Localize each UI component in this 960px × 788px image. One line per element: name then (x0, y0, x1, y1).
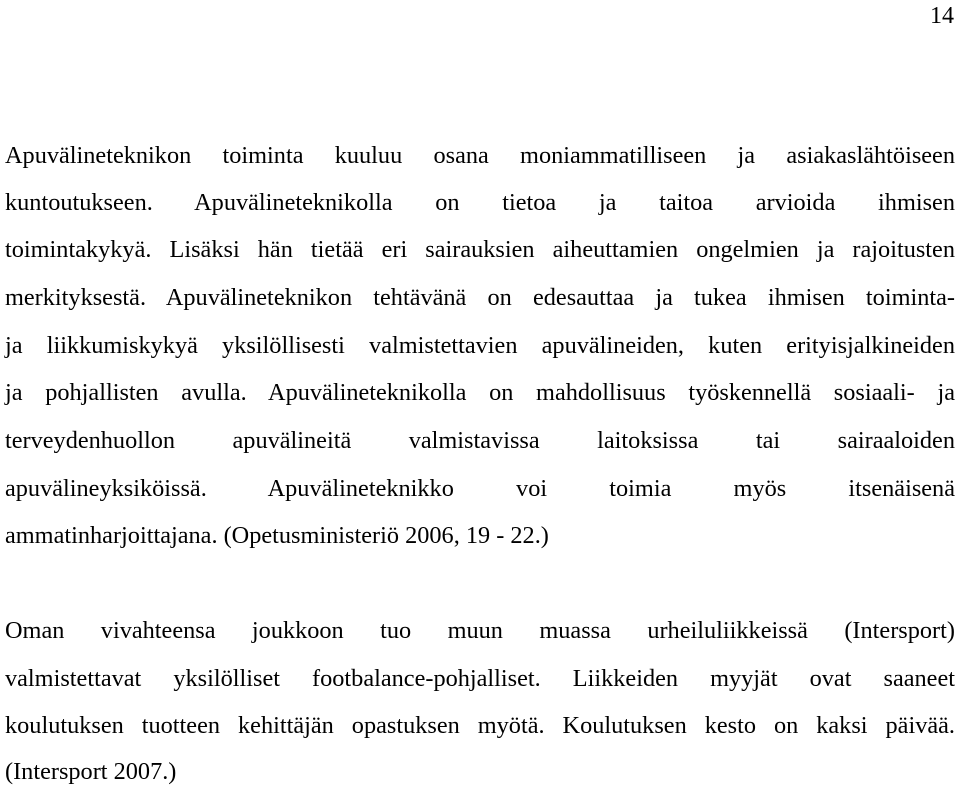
paragraph-line: terveydenhuollon apuvälineitä valmistavissa laitoksissa tai sairaaloiden (5, 427, 955, 454)
paragraph-line: apuvälineyksiköissä. Apuvälineteknikko voi toimia myös itsenäisenä (5, 475, 955, 502)
paragraph-line: (Intersport 2007.) (5, 758, 177, 785)
paragraph-line: kuntoutukseen. Apuvälineteknikolla on tietoa ja taitoa arvioida ihmisen (5, 189, 955, 216)
paragraph-line: toimintakykyä. Lisäksi hän tietää eri sairauksien aiheuttamien ongelmien ja rajoitusten (5, 236, 955, 263)
paragraph-line: ja pohjallisten avulla. Apuvälineteknikolla on mahdollisuus työskennellä sosiaali- ja (5, 379, 955, 406)
page-number: 14 (930, 3, 954, 29)
paragraph-line: Oman vivahteensa joukkoon tuo muun muassa urheiluliikkeissä (Intersport) (5, 617, 955, 644)
paragraph-line: ja liikkumiskykyä yksilöllisesti valmistettavien apuvälineiden, kuten erityisjalkineiden (5, 332, 955, 359)
paragraph-line: merkityksestä. Apuvälineteknikon tehtävänä on edesauttaa ja tukea ihmisen toiminta- (5, 284, 955, 311)
paragraph-line: Apuvälineteknikon toiminta kuuluu osana moniammatilliseen ja asiakaslähtöiseen (5, 142, 955, 169)
paragraph-line: ammatinharjoittajana. (Opetusministeriö 2006, 19 - 22.) (5, 522, 549, 549)
paragraph-line: koulutuksen tuotteen kehittäjän opastuksen myötä. Koulutuksen kesto on kaksi päivää. (5, 712, 955, 739)
paragraph-line: valmistettavat yksilölliset footbalance-pohjalliset. Liikkeiden myyjät ovat saaneet (5, 665, 955, 692)
